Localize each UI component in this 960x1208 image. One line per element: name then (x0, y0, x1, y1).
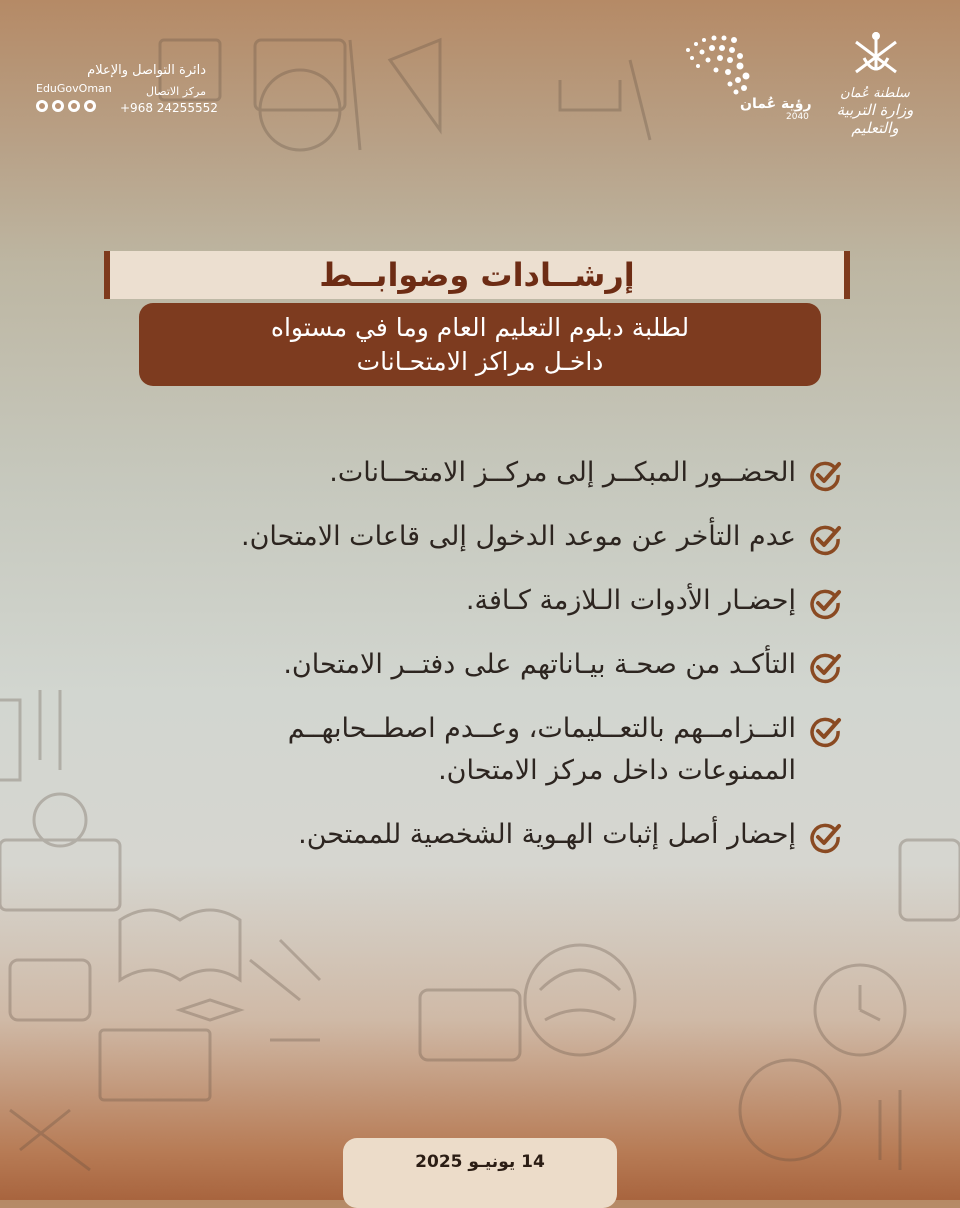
subtitle-line-1: لطلبة دبلوم التعليم العام وما في مستواه (270, 312, 690, 342)
guideline-text: إحضـار الأدوات الـلازمة كـافة. (465, 585, 796, 616)
guideline-text: إحضار أصل إثبات الهـوية الشخصية للممتحن. (298, 819, 796, 850)
check-circle-icon (808, 586, 842, 620)
phone-number[interactable]: +968 24255552 (120, 101, 218, 115)
date-badge (343, 1138, 617, 1208)
subtitle-banner (139, 303, 821, 386)
publish-date: 14 يونيـو 2025 (415, 1152, 545, 1172)
list-item (241, 516, 842, 558)
social-icons (36, 100, 96, 112)
oman-emblem-icon (846, 28, 906, 84)
page-title: إرشــادات وضوابــط (319, 256, 635, 294)
list-item (283, 644, 842, 686)
x-icon[interactable] (36, 100, 48, 112)
check-circle-icon (808, 458, 842, 492)
subtitle-line-2: داخـل مراكز الامتحـانات (356, 346, 604, 376)
ministry-name (820, 86, 930, 137)
list-item (288, 708, 842, 792)
guideline-text: التأكـد من صحـة بيـاناتهم على دفتــر الامتحان. (283, 649, 796, 680)
guideline-text: التــزامــهم بالتعــليمات، وعــدم اصطــحابهــم (287, 713, 796, 744)
sultanate-label: سلطنة عُمان (840, 86, 910, 101)
guideline-text: عدم التأخر عن موعد الدخول إلى قاعات الامتحان. (241, 521, 796, 552)
list-item (466, 580, 842, 622)
vision-year: 2040 (786, 112, 809, 122)
list-item (298, 814, 842, 856)
social-handle[interactable]: EduGovOman (36, 82, 112, 95)
ministry-label: وزارة التربية والتعليم (836, 101, 914, 137)
check-circle-icon (808, 650, 842, 684)
instagram-icon[interactable] (52, 100, 64, 112)
youtube-icon[interactable] (84, 100, 96, 112)
vision-name: رؤية عُمان (740, 96, 812, 112)
guideline-text: الممنوعات داخل مركز الامتحان. (438, 755, 796, 786)
check-circle-icon (808, 820, 842, 854)
department-name: دائرة التواصل والإعلام (87, 63, 206, 78)
check-circle-icon (808, 522, 842, 556)
list-item (329, 452, 842, 494)
guideline-text: الحضــور المبكــر إلى مركــز الامتحــانات. (329, 457, 796, 488)
facebook-icon[interactable] (68, 100, 80, 112)
contact-center-label: مركز الاتصال (145, 85, 206, 98)
check-circle-icon (808, 714, 842, 748)
title-banner (104, 251, 850, 299)
